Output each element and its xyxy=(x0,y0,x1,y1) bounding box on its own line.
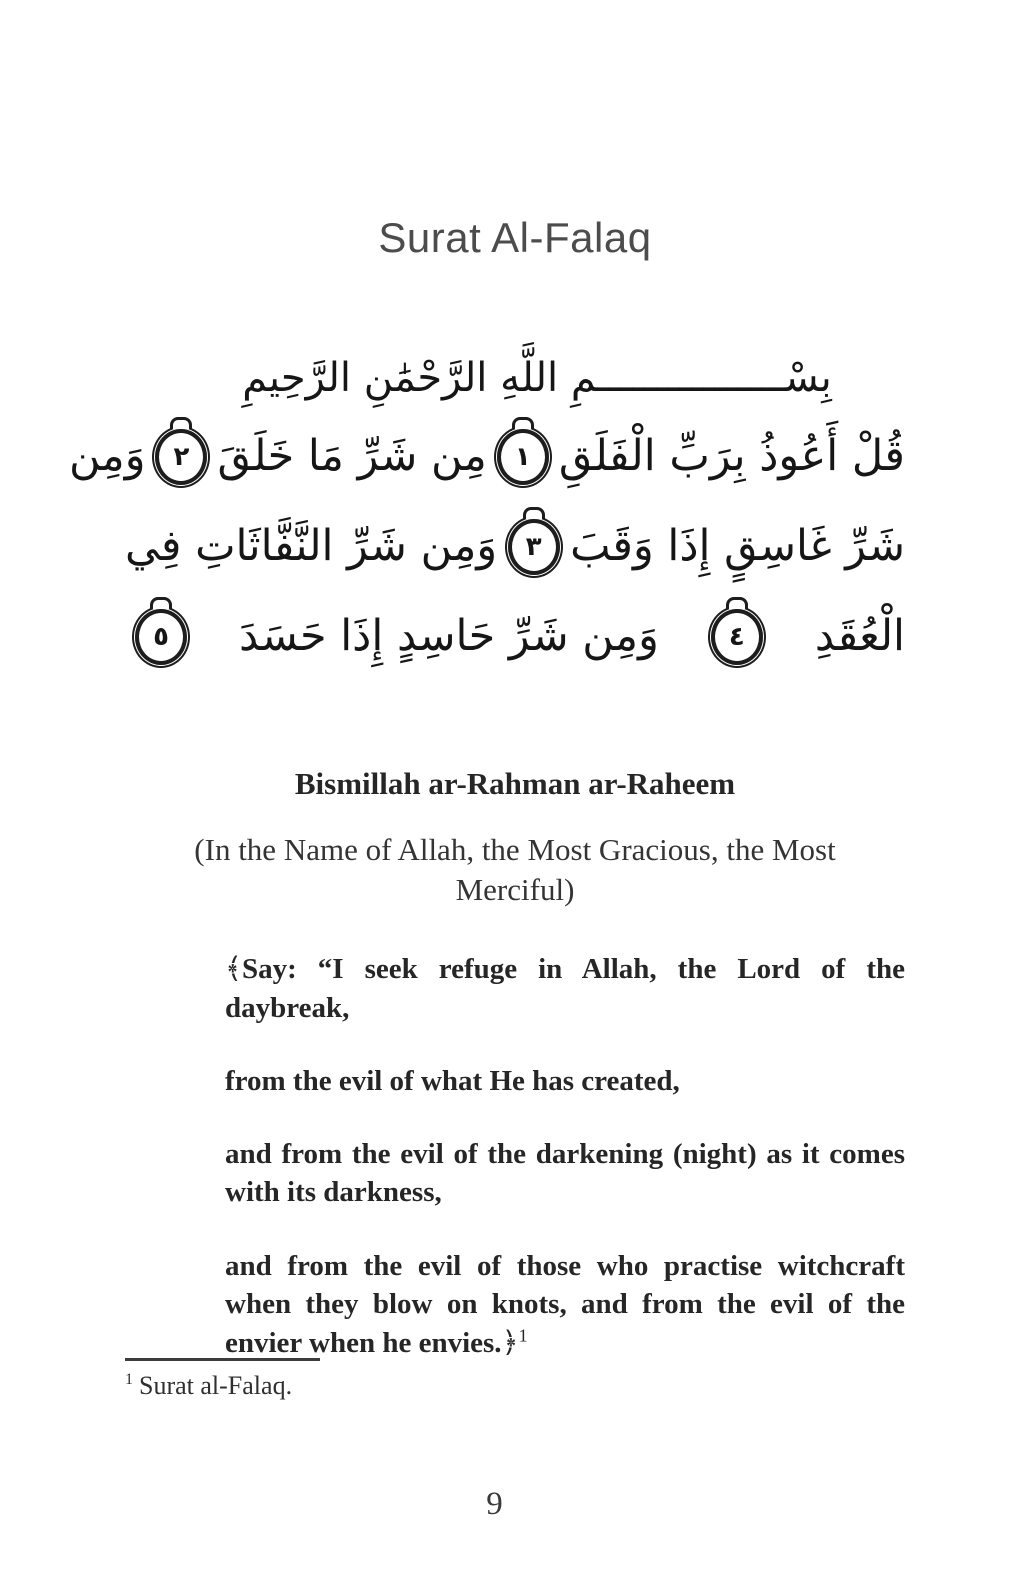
ayah-marker-3 xyxy=(508,519,560,575)
bismillah-transliteration-heading: Bismillah ar-Rahman ar-Raheem xyxy=(294,766,736,801)
ayah-number: ٢ xyxy=(173,442,190,472)
page-number: 9 xyxy=(486,1486,503,1522)
footnote-body: Surat al-Falaq. xyxy=(139,1371,293,1400)
bismillah-calligraphy: بِسْــــــــــــــــمِ اللَّهِ الرَّحْمَٰنِ الرَّحِيمِ xyxy=(242,355,832,401)
ayah-marker-4 xyxy=(711,609,763,665)
verse-text: وَمِن شَرِّ حَاسِدٍ إِذَا حَسَدَ xyxy=(239,611,659,662)
verse-text: شَرِّ غَاسِقٍ إِذَا وَقَبَ xyxy=(570,521,905,572)
verse-text: وَمِن شَرِّ النَّفَّاثَاتِ فِي xyxy=(125,521,498,572)
arabic-calligraphy-block xyxy=(68,346,905,680)
footnote-marker: 1 xyxy=(125,1371,133,1389)
translation-paragraph-3 xyxy=(225,1135,905,1212)
footnote-area xyxy=(125,1358,825,1401)
footnote-text xyxy=(125,1371,825,1401)
quran-close-bracket-ornament: ﴿ xyxy=(501,1325,519,1360)
ayah-marker-1 xyxy=(497,429,549,485)
ayah-marker-2 xyxy=(155,429,207,485)
arabic-verse-line-3 xyxy=(125,594,905,680)
arabic-verse-line-2 xyxy=(125,504,905,590)
translation-paragraph-1 xyxy=(225,949,905,1027)
verse-text: وَمِن xyxy=(68,431,146,482)
ayah-number: ٤ xyxy=(728,622,745,652)
quran-open-bracket-ornament: ﴾ xyxy=(225,951,242,986)
translation-paragraph-2 xyxy=(225,1062,905,1100)
footnote-divider-rule xyxy=(125,1358,320,1361)
paragraph-text: and from the evil of those who practise witchcraft when they blow on knots, and from the evil of the envier when he envies. xyxy=(225,1249,905,1360)
translation-quote-block xyxy=(125,949,905,1362)
paragraph-text: and from the evil of the darkening (night) as it comes with its darkness, xyxy=(225,1138,905,1209)
page-title: Surat Al-Falaq xyxy=(378,214,652,261)
ayah-number: ٥ xyxy=(153,622,169,652)
translation-paragraph-4 xyxy=(225,1247,905,1363)
ayah-number: ٣ xyxy=(525,532,542,562)
verse-text: مِن شَرِّ مَا خَلَقَ xyxy=(217,431,487,482)
footnote-reference: 1 xyxy=(518,1325,528,1346)
verse-text: الْعُقَدِ xyxy=(814,611,905,662)
ayah-marker-5 xyxy=(135,609,187,665)
paragraph-text: from the evil of what He has created, xyxy=(225,1064,680,1097)
ayah-number: ١ xyxy=(514,442,531,472)
bismillah-translation-line: (In the Name of Allah, the Most Gracious, the Most Merciful) xyxy=(194,832,836,907)
verse-text: قُلْ أَعُوذُ بِرَبِّ الْفَلَقِ xyxy=(558,431,905,482)
paragraph-text: Say: “I seek refuge in Allah, the Lord of the daybreak, xyxy=(225,953,905,1024)
arabic-verse-line-1 xyxy=(68,414,905,500)
